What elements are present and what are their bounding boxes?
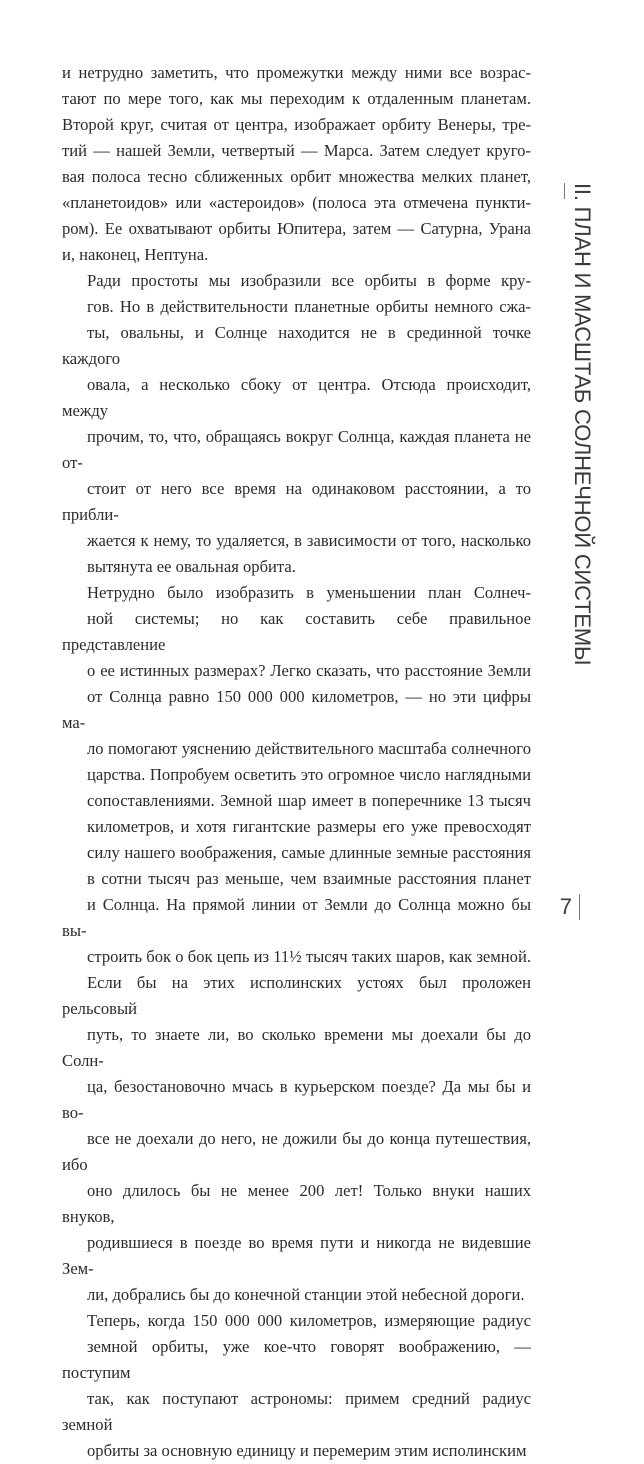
text-line: о ее истинных размерах? Легко сказать, что расстояние Земли (87, 661, 531, 680)
text-line: овала, а несколько сбоку от центра. Отсюда происходит, между (62, 375, 531, 420)
text-line: ты, овальны, и Солнце находится не в срединной точке каждого (62, 323, 531, 368)
text-line: Теперь, когда 150 000 000 километров, измеряющие радиус (87, 1311, 531, 1330)
text-line: и нетрудно заметить, что промежутки между ними все возрас- (62, 63, 531, 82)
text-line: вытянута ее овальная орбита. (87, 557, 296, 576)
text-line: стоит от него все время на одинаковом расстоянии, а то прибли- (62, 479, 531, 524)
text-line: сопоставлениями. Земной шар имеет в поперечнике 13 тысяч (87, 791, 531, 810)
text-line: родившиеся в поезде во время пути и никогда не видевшие Зем- (62, 1233, 531, 1278)
text-line: тают по мере того, как мы переходим к отдаленным планетам. (62, 89, 531, 108)
text-line: в сотни тысяч раз меньше, чем взаимные расстояния планет (87, 869, 531, 888)
text-line: орбиты за основную единицу и перемерим этим исполинским (87, 1441, 527, 1460)
chapter-sidebar (564, 183, 600, 666)
paragraph-2 (62, 268, 531, 580)
text-line: ца, безостановочно мчась в курьерском поезде? Да мы бы и во- (62, 1077, 531, 1122)
text-line: гов. Но в действительности планетные орбиты немного сжа- (87, 297, 531, 316)
text-line: «планетоидов» или «астероидов» (полоса эта отмечена пункти- (62, 193, 531, 212)
text-line: ром). Ее охватывают орбиты Юпитера, затем — Сатурна, Урана (62, 219, 531, 238)
text-line: царства. Попробуем осветить это огромное число наглядными (87, 765, 531, 784)
text-line: земной орбиты, уже кое-что говорят воображению, — поступим (62, 1337, 531, 1382)
text-line: прочим, то, что, обращаясь вокруг Солнца, каждая планета не от- (62, 427, 531, 472)
text-line: вая полоса тесно сближенных орбит множества мелких планет, (62, 167, 531, 186)
page-number (560, 894, 580, 920)
text-line: строить бок о бок цепь из 11½ тысяч таких шаров, как земной. (87, 947, 531, 966)
text-line: Нетрудно было изобразить в уменьшении план Солнеч- (87, 583, 531, 602)
text-line: Второй круг, считая от центра, изображает орбиту Венеры, тре- (62, 115, 531, 134)
text-line: и, наконец, Нептуна. (62, 245, 209, 264)
text-line: километров, и хотя гигантские размеры его уже превосходят (87, 817, 531, 836)
paragraph-1 (62, 60, 531, 268)
text-line: ной системы; но как составить себе правильное представление (62, 609, 531, 654)
page-number-rule (579, 894, 580, 920)
text-line: жается к нему, то удаляется, в зависимости от того, насколько (87, 531, 531, 550)
text-line: все не доехали до него, не дожили бы до конца путешествия, ибо (62, 1129, 531, 1174)
paragraph-3 (62, 580, 531, 1308)
text-line: силу нашего воображения, самые длинные земные расстояния (87, 843, 531, 862)
text-line: Ради простоты мы изобразили все орбиты в форме кру- (87, 271, 531, 290)
running-chapter-title: II. ПЛАН И МАСШТАБ СОЛНЕЧНОЙ СИСТЕМЫ (570, 183, 595, 666)
body-text (62, 60, 531, 1464)
text-line: и Солнца. На прямой линии от Земли до Солнца можно бы вы- (62, 895, 531, 940)
text-line: так, как поступают астрономы: примем средний радиус земной (62, 1389, 531, 1434)
text-line: оно длилось бы не менее 200 лет! Только внуки наших внуков, (62, 1181, 531, 1226)
text-line: тий — нашей Земли, четвертый — Марса. Затем следует круго- (62, 141, 531, 160)
text-line: ло помогают уяснению действительного масштаба солнечного (87, 739, 531, 758)
text-line: Если бы на этих исполинских устоях был проложен рельсовый (62, 973, 531, 1018)
text-line: ли, добрались бы до конечной станции этой небесной дороги. (87, 1285, 525, 1304)
text-line: путь, то знаете ли, во сколько времени мы доехали бы до Солн- (62, 1025, 531, 1070)
page-number-value: 7 (559, 894, 572, 919)
paragraph-4 (62, 1308, 531, 1464)
text-line: от Солнца равно 150 000 000 километров, — но эти цифры ма- (62, 687, 531, 732)
